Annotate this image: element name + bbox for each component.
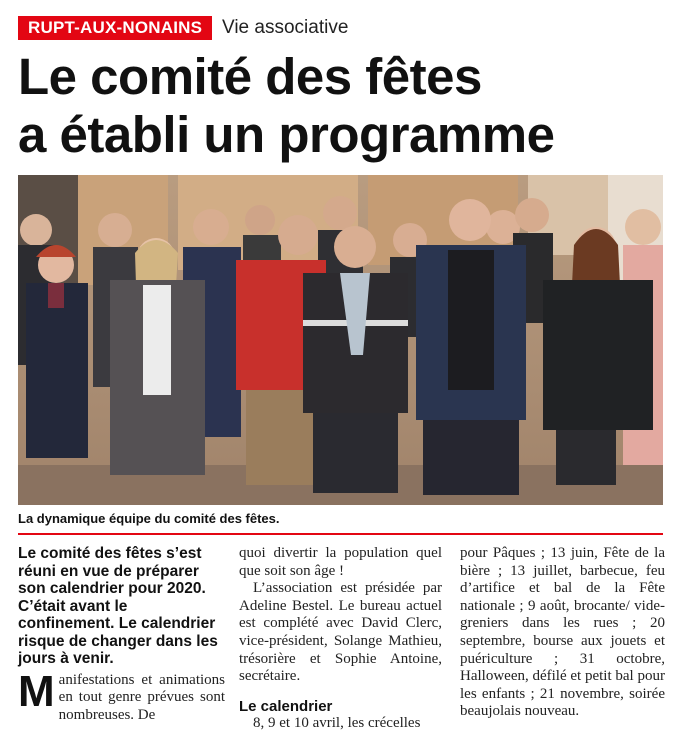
paragraph-1-continuation: quoi divertir la population quel que soit son âge ! bbox=[239, 545, 442, 579]
rubric-label: Vie associative bbox=[222, 17, 349, 38]
group-photo bbox=[18, 175, 663, 505]
article-column-1 bbox=[18, 545, 225, 724]
paragraph-1-text: anifestations et animations en tout genre prévues sont nombreuses. De bbox=[58, 671, 225, 723]
group-photo-illustration bbox=[18, 175, 663, 505]
location-tag: RUPT-AUX-NONAINS bbox=[18, 16, 212, 40]
paragraph-3-start: 8, 9 et 10 avril, les crécelles bbox=[253, 715, 421, 732]
photo-caption: La dynamique équipe du comité des fêtes. bbox=[18, 511, 280, 526]
article-paragraph-2: L’association est présidée par Adeline Bestel. Le bureau actuel est complété avec David Clerc, vice-président, Solange Mathieu, trésorière et Sophie Antoine, secrétaire. bbox=[239, 580, 442, 685]
drop-cap: M bbox=[18, 666, 55, 716]
headline-line-1: Le comité des fêtes bbox=[18, 48, 482, 105]
subheading-calendar: Le calendrier bbox=[239, 697, 333, 715]
article-lead: Le comité des fêtes s’est réuni en vue de préparer son calendrier pour 2020. C’était avant le confinement. Le calendrier risque de changer dans les jours à venir. bbox=[18, 545, 218, 667]
article-paragraph-1 bbox=[18, 666, 225, 725]
headline bbox=[18, 48, 668, 164]
paragraph-3-continuation: pour Pâques ; 13 juin, Fête de la bière ; 13 juillet, barbecue, feu d’artifice et bal de la Fête nationale ; 9 août, brocante/ vide-greniers dans les rues ; 20 septembre, bourse aux jouets et puériculture ; 31 octobre, Halloween, défilé et petit bal pour les enfants ; 21 novembre, soirée beaujolais nouveau. bbox=[460, 545, 665, 720]
article-column-3 bbox=[460, 545, 665, 721]
section-divider bbox=[18, 533, 663, 535]
article-column-2 bbox=[239, 545, 442, 733]
headline-line-2: a établi un programme bbox=[18, 106, 555, 163]
